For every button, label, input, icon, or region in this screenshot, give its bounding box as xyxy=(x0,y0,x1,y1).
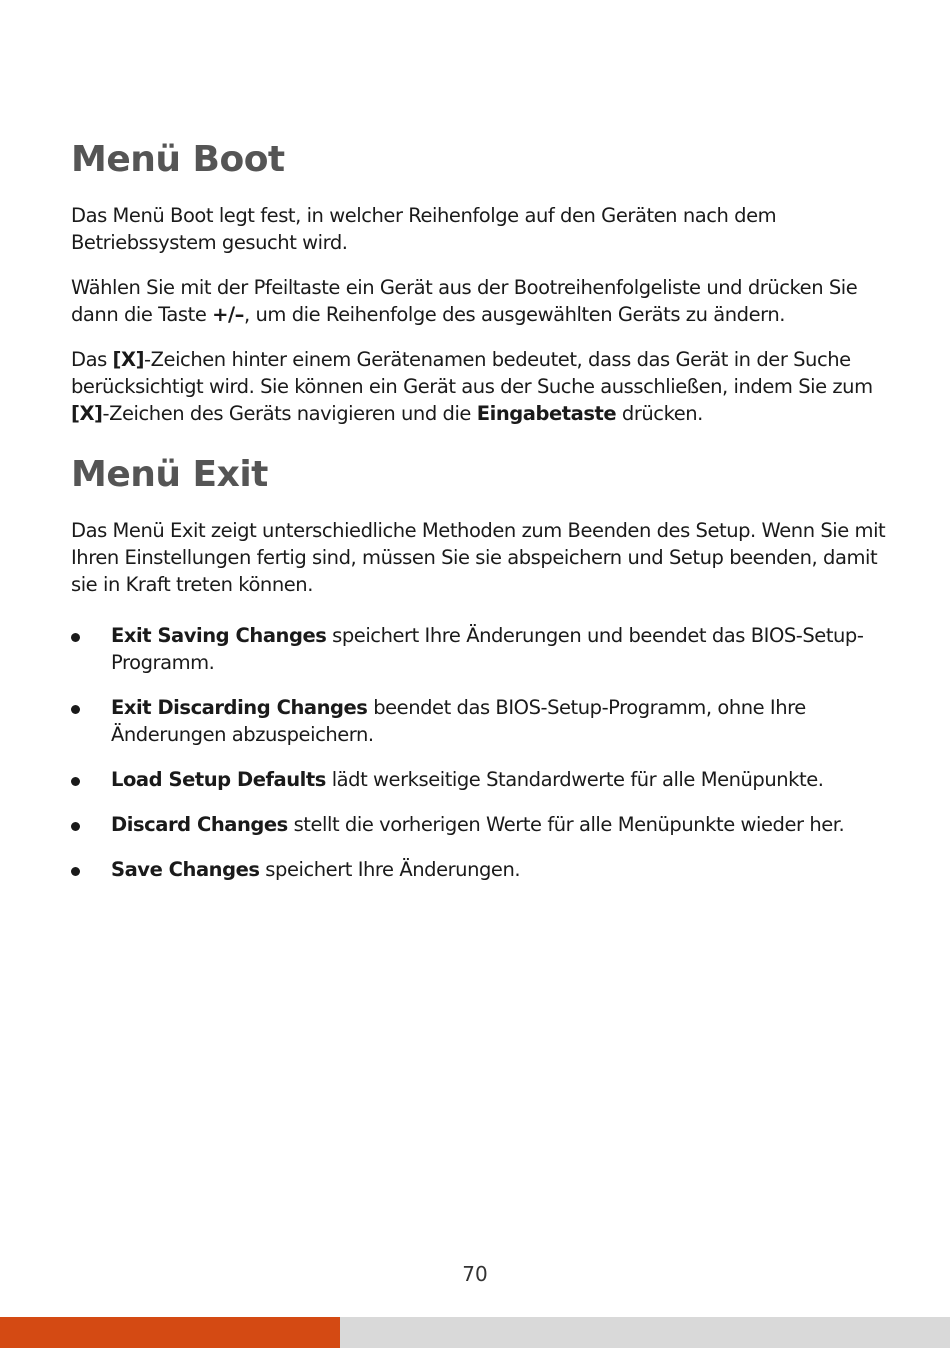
bullet-icon xyxy=(71,777,80,786)
list-item xyxy=(71,811,886,838)
option-description: beendet das BIOS-Setup-Programm, ohne Ihre Änderungen abzuspeichern. xyxy=(111,696,806,746)
boot-p3-key: Eingabetaste xyxy=(476,402,617,425)
footer-bar xyxy=(0,1317,950,1348)
option-description: lädt werkseitige Standardwerte für alle Menüpunkte. xyxy=(325,768,824,791)
boot-menu-heading: Menü Boot xyxy=(71,139,285,180)
boot-p3-text-2: -Zeichen hinter einem Gerätenamen bedeutet, dass das Gerät in der Suche berücksichtigt wird. Sie können ein Gerät aus der Suche ausschließen, indem Sie zum xyxy=(71,348,873,398)
footer-gray-stripe xyxy=(340,1317,950,1348)
list-item xyxy=(71,856,886,883)
boot-p3-x-mark-2: [X] xyxy=(71,402,103,425)
list-item xyxy=(71,622,886,676)
boot-p3-text-4: drücken. xyxy=(616,402,703,425)
page-content xyxy=(71,138,886,901)
exit-options-list xyxy=(71,622,886,883)
option-term: Exit Discarding Changes xyxy=(111,696,368,719)
list-item xyxy=(71,766,886,793)
option-term: Save Changes xyxy=(111,858,260,881)
boot-p2-text-start: Wählen Sie mit der Pfeiltaste ein Gerät aus der Bootreihenfolgeliste und drücken Sie dann die Taste xyxy=(71,276,858,326)
exit-intro-paragraph: Das Menü Exit zeigt unterschiedliche Methoden zum Beenden des Setup. Wenn Sie mit Ihren Einstellungen fertig sind, müssen Sie sie abspeichern und Setup beenden, damit sie in Kraft treten können. xyxy=(71,519,886,596)
footer-accent-stripe xyxy=(0,1317,340,1348)
page-number: 70 xyxy=(462,1262,488,1286)
boot-paragraph-1: Das Menü Boot legt fest, in welcher Reihenfolge auf den Geräten nach dem Betriebssystem gesucht wird. xyxy=(71,204,777,254)
option-description: stellt die vorherigen Werte für alle Menüpunkte wieder her. xyxy=(287,813,845,836)
boot-p3-x-mark-1: [X] xyxy=(112,348,145,371)
bullet-icon xyxy=(71,867,80,876)
option-description: speichert Ihre Änderungen. xyxy=(259,858,521,881)
option-term: Exit Saving Changes xyxy=(111,624,327,647)
exit-menu-heading: Menü Exit xyxy=(71,454,268,495)
option-term: Load Setup Defaults xyxy=(111,768,326,791)
boot-p3-text-3: -Zeichen des Geräts navigieren und die xyxy=(102,402,477,425)
boot-paragraph-2 xyxy=(71,274,886,328)
option-term: Discard Changes xyxy=(111,813,288,836)
boot-paragraph-3 xyxy=(71,346,886,427)
bullet-icon xyxy=(71,633,80,642)
list-item xyxy=(71,694,886,748)
bullet-icon xyxy=(71,705,80,714)
option-description: speichert Ihre Änderungen und beendet das BIOS-Setup-Programm. xyxy=(111,624,864,674)
bullet-icon xyxy=(71,822,80,831)
boot-p3-text-1: Das xyxy=(71,348,113,371)
boot-p2-text-end: , um die Reihenfolge des ausgewählten Geräts zu ändern. xyxy=(244,303,786,326)
boot-p2-key: +/– xyxy=(212,303,244,326)
